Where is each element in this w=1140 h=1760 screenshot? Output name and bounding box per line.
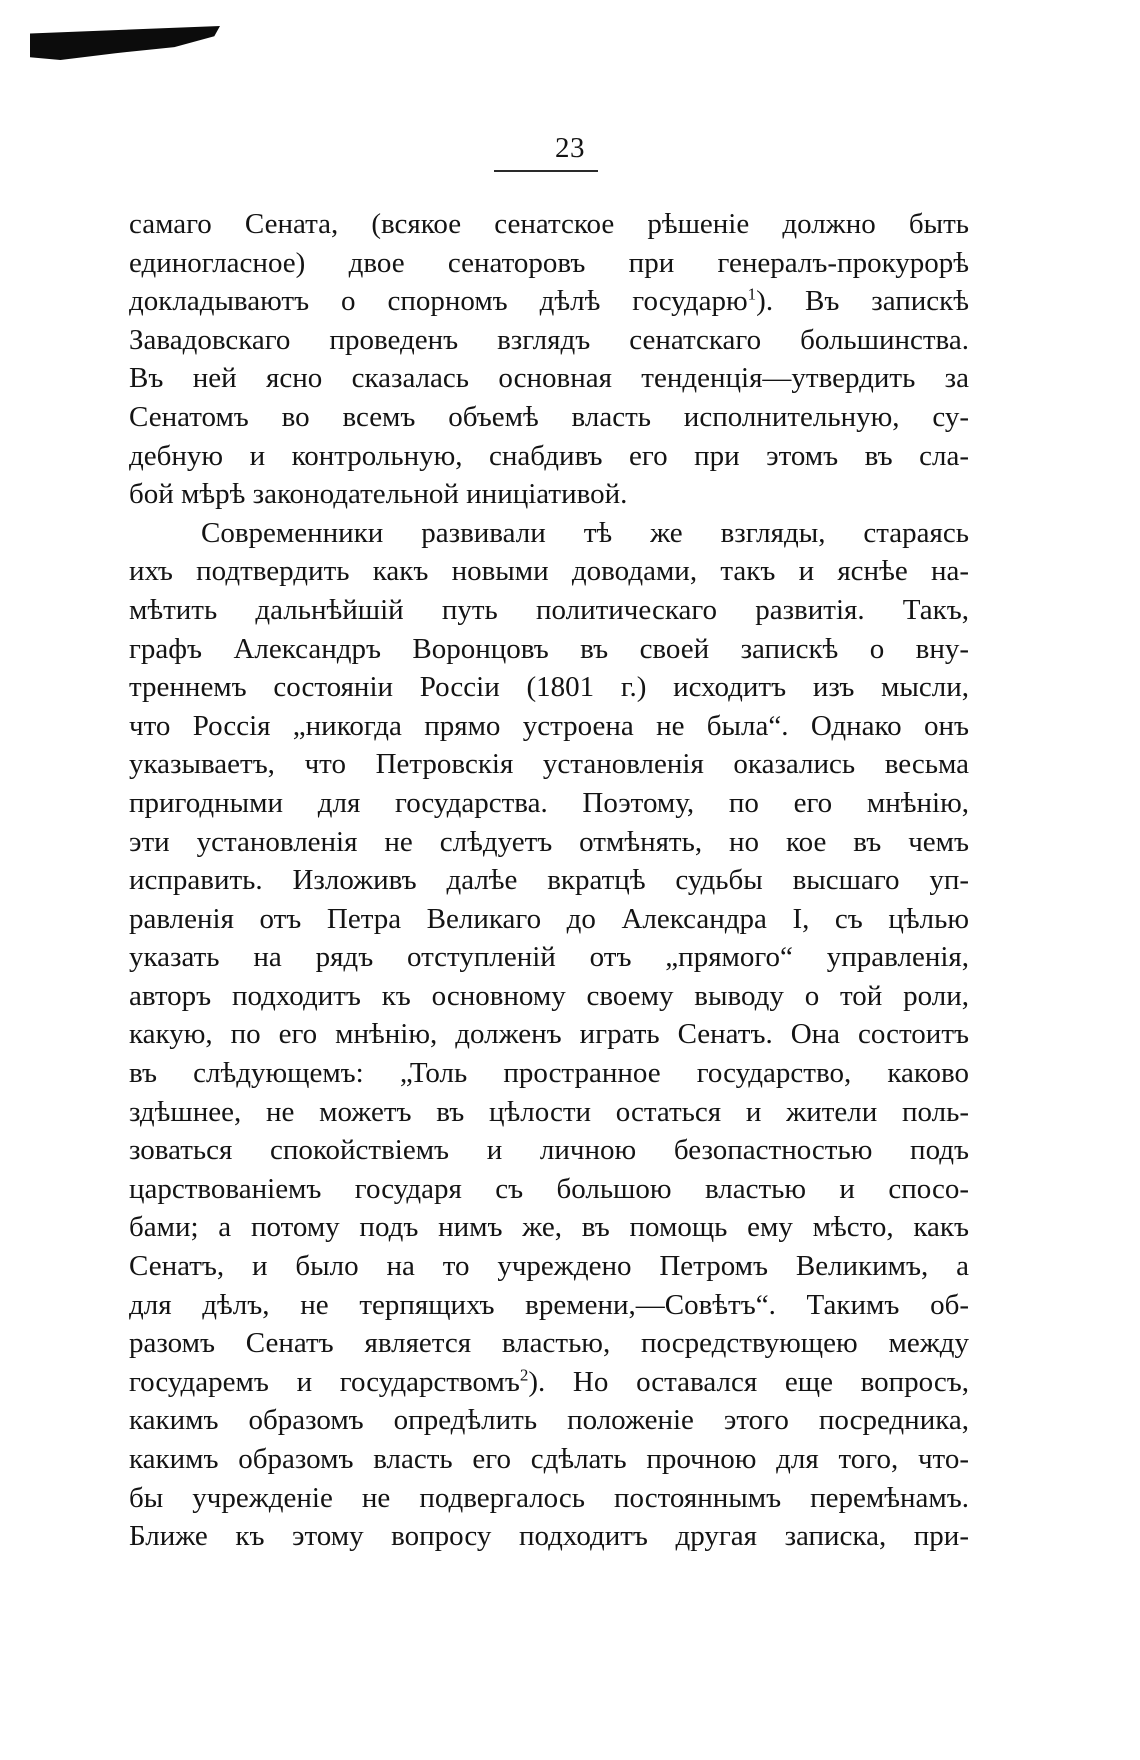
text-line: авторъ подходитъ къ основному своему выводу о той роли,: [129, 979, 969, 1012]
text-line: для дѣлъ, не терпящихъ времени,—Совѣтъ“. Такимъ об-: [129, 1288, 969, 1321]
text-line: [129, 282, 969, 321]
text-line: зоваться спокойствіемъ и личною безопастностью подъ: [129, 1134, 969, 1167]
text-line: [129, 1363, 969, 1402]
text-line: исправить. Изложивъ далѣе вкратцѣ судьбы высшаго уп-: [129, 864, 969, 897]
text-line: бами; а потому подъ нимъ же, въ помощь ему мѣсто, какъ: [129, 1211, 969, 1244]
text-line: Сенатомъ во всемъ объемѣ власть исполнительную, су-: [129, 400, 969, 433]
text-line: мѣтить дальнѣйшій путь политическаго развитія. Такъ,: [129, 593, 969, 626]
text-line-part: ). Въ запискѣ: [756, 285, 969, 318]
header-rule: [494, 170, 598, 172]
body-text: [129, 205, 969, 1556]
footnote-marker-2[interactable]: 2: [519, 1365, 529, 1385]
text-line: что Россія „никогда прямо устроена не была“. Однако онъ: [129, 709, 969, 742]
text-line: царствованіемъ государя съ большою властью и спосо-: [129, 1172, 969, 1205]
text-line: Сенатъ, и было на то учреждено Петромъ Великимъ, а: [129, 1250, 969, 1283]
text-line: бы учрежденіе не подвергалось постояннымъ перемѣнамъ.: [129, 1481, 969, 1514]
text-line: въ слѣдующемъ: „Толь пространное государство, каково: [129, 1057, 969, 1090]
text-line: эти установленія не слѣдуетъ отмѣнять, но кое въ чемъ: [129, 825, 969, 858]
text-line: здѣшнее, не можетъ въ цѣлости остаться и жители поль-: [129, 1095, 969, 1128]
footnote-marker-1[interactable]: 1: [747, 284, 757, 304]
text-line: разомъ Сенатъ является властью, посредствующею между: [129, 1327, 969, 1360]
text-line: указать на рядъ отступленій отъ „прямого“ управленія,: [129, 941, 969, 974]
text-line: дебную и контрольную, снабдивъ его при этомъ въ сла-: [129, 439, 969, 472]
text-line: Завадовскаго проведенъ взглядъ сенатскаго большинства.: [129, 323, 969, 356]
text-line: единогласное) двое сенаторовъ при генералъ-прокурорѣ: [129, 246, 969, 279]
text-line: Въ ней ясно сказалась основная тенденція—утвердить за: [129, 362, 969, 395]
text-line: графъ Александръ Воронцовъ въ своей запискѣ о вну-: [129, 632, 969, 665]
text-line: какую, по его мнѣнію, долженъ играть Сенатъ. Она состоитъ: [129, 1018, 969, 1051]
text-line: какимъ образомъ опредѣлить положеніе этого посредника,: [129, 1404, 969, 1437]
page-number: 23: [555, 132, 585, 164]
text-line: бой мѣрѣ законодательной иниціативой.: [129, 478, 628, 511]
text-line: какимъ образомъ власть его сдѣлать прочною для того, что-: [129, 1443, 969, 1475]
text-line-part: государемъ и государствомъ: [129, 1365, 520, 1398]
text-line: треннемъ состояніи Россіи (1801 г.) исходитъ изъ мысли,: [129, 671, 969, 704]
text-line: пригодными для государства. Поэтому, по его мнѣнію,: [129, 786, 969, 819]
text-line: Современники развивали тѣ же взгляды, стараясь: [201, 516, 969, 549]
text-line: ихъ подтвердить какъ новыми доводами, такъ и яснѣе на-: [129, 555, 969, 588]
text-line: указываетъ, что Петровскія установленія оказались весьма: [129, 748, 969, 781]
scan-ink-mark: [30, 26, 220, 60]
text-line: самаго Сената, (всякое сенатское рѣшеніе должно быть: [129, 208, 969, 240]
text-line-part: ). Но оставался еще вопросъ,: [528, 1365, 969, 1398]
text-line: Ближе къ этому вопросу подходитъ другая записка, при-: [129, 1520, 969, 1553]
text-line: равленія отъ Петра Великаго до Александра I, съ цѣлью: [129, 902, 969, 935]
text-line-part: докладываютъ о спорномъ дѣлѣ государю: [129, 285, 748, 318]
